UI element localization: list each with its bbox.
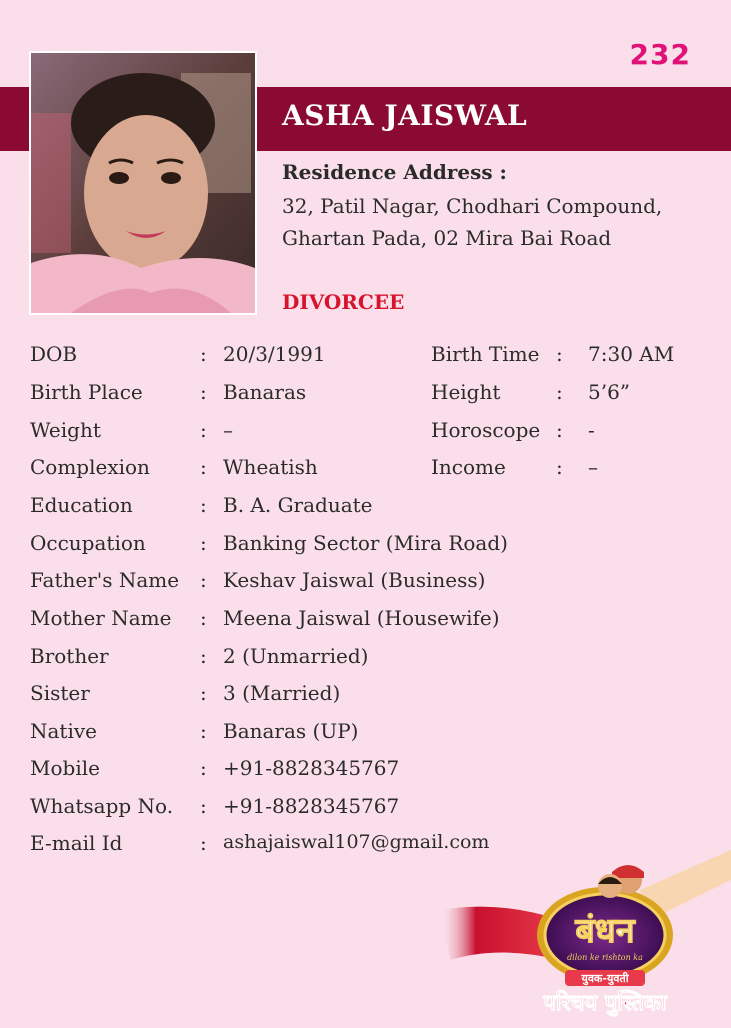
logo-subtitle: युवक-युवती	[581, 972, 629, 985]
detail-colon: :	[556, 418, 563, 442]
detail-value: –	[588, 455, 598, 479]
detail-colon: :	[200, 380, 207, 404]
detail-colon: :	[200, 531, 207, 555]
detail-colon: :	[200, 719, 207, 743]
detail-colon: :	[200, 681, 207, 705]
detail-label: Native	[30, 719, 97, 743]
detail-colon: :	[200, 342, 207, 366]
detail-value: +91-8828345767	[223, 756, 400, 780]
profile-name: ASHA JAISWAL	[282, 99, 528, 132]
detail-value: Meena Jaiswal (Housewife)	[223, 606, 500, 630]
detail-colon: :	[200, 794, 207, 818]
detail-label: Father's Name	[30, 568, 180, 592]
detail-label: Birth Place	[30, 380, 143, 404]
detail-colon: :	[200, 644, 207, 668]
detail-value: 2 (Unmarried)	[223, 644, 369, 668]
detail-label: Whatsapp No.	[30, 794, 174, 818]
detail-value: 3 (Married)	[223, 681, 341, 705]
logo-main-text: बंधन	[575, 911, 635, 951]
detail-value: Keshav Jaiswal (Business)	[223, 568, 486, 592]
detail-value: Wheatish	[223, 455, 318, 479]
detail-colon: :	[200, 455, 207, 479]
address-label: Residence Address :	[282, 160, 507, 184]
detail-label: Mother Name	[30, 606, 172, 630]
detail-value: B. A. Graduate	[223, 493, 373, 517]
detail-label: Birth Time	[431, 342, 540, 366]
detail-value: 5’6”	[588, 380, 631, 404]
detail-label: Sister	[30, 681, 90, 705]
logo-tagline: dilon ke rishton ka	[567, 953, 643, 962]
address-line-2: Ghartan Pada, 02 Mira Bai Road	[282, 226, 612, 250]
detail-value: 20/3/1991	[223, 342, 326, 366]
detail-label: DOB	[30, 342, 78, 366]
detail-value: Banaras	[223, 380, 307, 404]
detail-value: –	[223, 418, 233, 442]
detail-value: ashajaiswal107@gmail.com	[223, 831, 490, 853]
detail-label: Occupation	[30, 531, 146, 555]
detail-colon: :	[200, 493, 207, 517]
bandhan-logo	[440, 850, 731, 1024]
detail-label: Horoscope	[431, 418, 541, 442]
detail-label: Income	[431, 455, 506, 479]
detail-colon: :	[200, 568, 207, 592]
detail-colon: :	[200, 756, 207, 780]
detail-colon: :	[556, 342, 563, 366]
detail-label: Brother	[30, 644, 109, 668]
detail-value: Banking Sector (Mira Road)	[223, 531, 508, 555]
detail-colon: :	[200, 831, 207, 855]
detail-label: Weight	[30, 418, 101, 442]
detail-value: 7:30 AM	[588, 342, 675, 366]
address-line-1: 32, Patil Nagar, Chodhari Compound,	[282, 194, 663, 218]
detail-colon: :	[200, 418, 207, 442]
detail-value: +91-8828345767	[223, 794, 400, 818]
detail-colon: :	[556, 455, 563, 479]
detail-value: Banaras (UP)	[223, 719, 359, 743]
detail-label: Complexion	[30, 455, 150, 479]
profile-photo	[29, 51, 257, 315]
detail-label: Mobile	[30, 756, 100, 780]
logo-bottom-text: परिचय पुस्तिका	[543, 991, 667, 1016]
detail-colon: :	[556, 380, 563, 404]
detail-label: E-mail Id	[30, 831, 123, 855]
detail-value: -	[588, 418, 595, 442]
detail-colon: :	[200, 606, 207, 630]
marital-status: DIVORCEE	[282, 290, 405, 314]
detail-label: Education	[30, 493, 133, 517]
page-number: 232	[629, 38, 691, 71]
detail-label: Height	[431, 380, 501, 404]
